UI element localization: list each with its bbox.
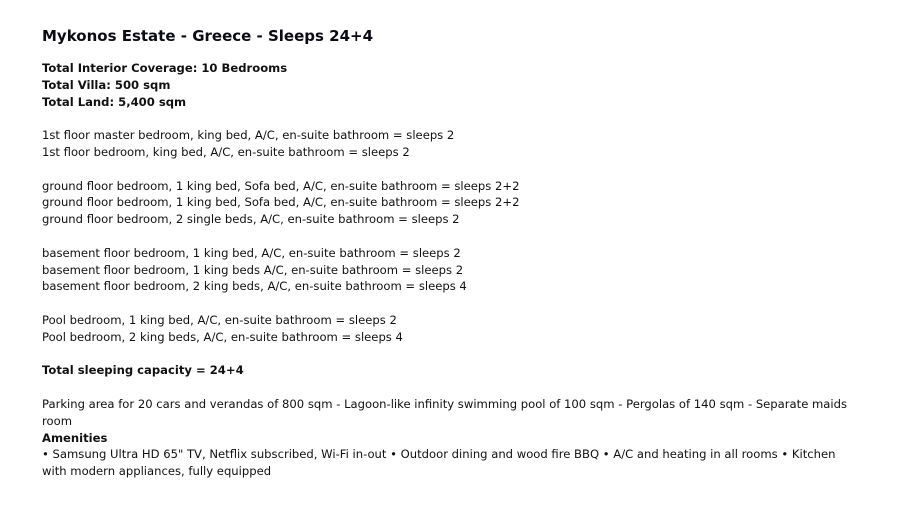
bedroom-line: Pool bedroom, 1 king bed, A/C, en-suite bathroom = sleeps 2 <box>42 312 397 327</box>
spacer <box>42 346 860 363</box>
amenities-list: • Samsung Ultra HD 65" TV, Netflix subscribed, Wi-Fi in-out • Outdoor dining and wood fire BBQ • A/C and heating in all rooms • Kitchen with modern appliances, fully equipped <box>42 447 836 479</box>
spacer <box>42 110 860 127</box>
spacer <box>42 379 860 396</box>
bedroom-line: ground floor bedroom, 1 king bed, Sofa bed, A/C, en-suite bathroom = sleeps 2+2 <box>42 195 520 210</box>
bedroom-line: ground floor bedroom, 1 king bed, Sofa bed, A/C, en-suite bathroom = sleeps 2+2 <box>42 178 520 193</box>
summary-interior: Total Interior Coverage: 10 Bedrooms <box>42 61 288 75</box>
bedroom-line: basement floor bedroom, 2 king beds, A/C, en-suite bathroom = sleeps 4 <box>42 279 467 294</box>
bedroom-line: basement floor bedroom, 1 king bed, A/C, en-suite bathroom = sleeps 2 <box>42 245 461 260</box>
summary-villa: Total Villa: 500 sqm <box>42 77 171 92</box>
spacer <box>42 161 860 178</box>
bedroom-line: ground floor bedroom, 2 single beds, A/C, en-suite bathroom = sleeps 2 <box>42 212 460 227</box>
bedroom-line: basement floor bedroom, 1 king beds A/C, en-suite bathroom = sleeps 2 <box>42 262 464 277</box>
sleeping-capacity: Total sleeping capacity = 24+4 <box>42 363 244 378</box>
spacer <box>42 295 860 312</box>
bedroom-line: 1st floor master bedroom, king bed, A/C, en-suite bathroom = sleeps 2 <box>42 128 455 143</box>
summary-land: Total Land: 5,400 sqm <box>42 94 187 109</box>
bedroom-line: Pool bedroom, 2 king beds, A/C, en-suite bathroom = sleeps 4 <box>42 329 403 344</box>
outdoor-features: Parking area for 20 cars and verandas of 800 sqm - Lagoon-like infinity swimming pool of 100 sqm - Pergolas of 140 sqm - Separate maids room <box>42 396 848 428</box>
spacer <box>42 228 860 245</box>
page-title: Mykonos Estate - Greece - Sleeps 24+4 <box>42 27 374 45</box>
amenities-heading: Amenities <box>42 430 108 445</box>
bedroom-line: 1st floor bedroom, king bed, A/C, en-suite bathroom = sleeps 2 <box>42 144 410 159</box>
